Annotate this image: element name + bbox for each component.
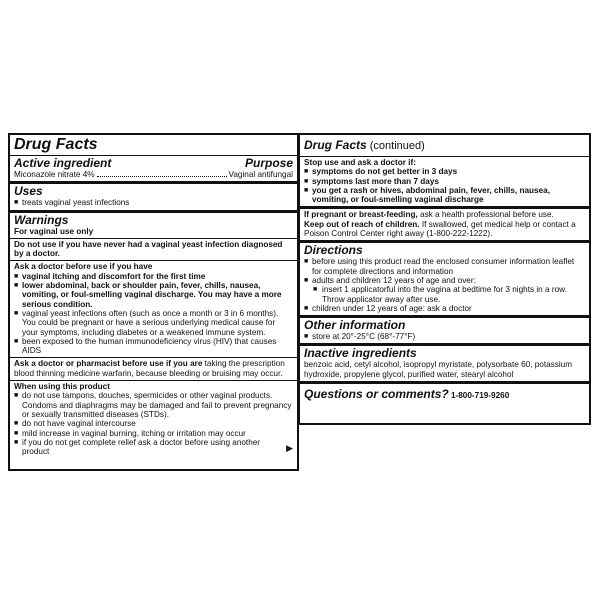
ask-doctor-section bbox=[10, 261, 297, 358]
stop-use-section bbox=[300, 157, 589, 209]
ask-doctor-heading: Ask a doctor before use if you have bbox=[14, 262, 153, 272]
questions-phone: 1-800-719-9260 bbox=[448, 391, 510, 401]
drug-facts-panel-right bbox=[298, 133, 591, 425]
stop-item: ■ you get a rash or hives, abdominal pain, fever, chills, nausea, vomiting, or foul-smelling vaginal discharge bbox=[304, 186, 585, 205]
questions-heading: Questions or comments? bbox=[304, 387, 449, 402]
ask-item: ■ been exposed to the human immunodeficiency virus (HIV) that causes AIDS bbox=[14, 337, 293, 356]
directions-item: ■ children under 12 years of age: ask a doctor bbox=[304, 304, 585, 313]
continued-label: (continued) bbox=[366, 140, 425, 152]
when-using-heading: When using this product bbox=[14, 382, 110, 392]
do-not-use-text: Do not use if you have never had a vaginal yeast infection diagnosed by a doctor. bbox=[14, 239, 283, 259]
stop-item: ■ symptoms do not get better in 3 days bbox=[304, 167, 585, 176]
warnings-header-section bbox=[10, 213, 297, 239]
purpose-heading: Purpose bbox=[244, 156, 293, 170]
pregnancy-heading: If pregnant or breast-feeding, bbox=[304, 210, 418, 220]
title-continued-section bbox=[300, 135, 589, 157]
when-item: ■ do not use tampons, douches, spermicides or other vaginal products. Condoms and diaphragms may be damaged and fail to prevent pregnancy or sexually transmitted diseases (STDs). bbox=[14, 391, 293, 419]
leader-dots bbox=[97, 170, 227, 177]
inactive-ingredients-section bbox=[300, 346, 589, 384]
drug-facts-panel-left bbox=[8, 133, 299, 471]
ask-item: ■ lower abdominal, back or shoulder pain, fever, chills, nausea, vomiting, or foul-smelling vaginal discharge. You may have a more serious condition. bbox=[14, 281, 293, 309]
warnings-heading: Warnings bbox=[14, 212, 69, 227]
active-ingredient-section bbox=[10, 156, 297, 184]
stop-item: ■ symptoms last more than 7 days bbox=[304, 177, 585, 186]
pregnancy-section bbox=[300, 209, 589, 243]
directions-heading: Directions bbox=[304, 243, 363, 258]
directions-subitem: ■ insert 1 applicatorful into the vagina at bedtime for 3 nights in a row. Throw applicator away after use. bbox=[304, 285, 585, 304]
active-ingredient-purpose: Vaginal antifungal bbox=[228, 170, 293, 179]
active-ingredient-heading: Active ingredient bbox=[14, 156, 112, 170]
directions-item: ■ before using this product read the enclosed consumer information leaflet for complete directions and information bbox=[304, 257, 585, 276]
when-using-section bbox=[10, 381, 297, 458]
pharmacist-section bbox=[10, 358, 297, 381]
directions-item: ■ adults and children 12 years of age and over: bbox=[304, 276, 585, 285]
pharmacist-text: taking the prescription blood thinning medicine warfarin, because bleeding or bruising may occur. bbox=[14, 359, 285, 378]
inactive-ingredients-heading: Inactive ingredients bbox=[304, 346, 417, 361]
ask-item: ■ vaginal itching and discomfort for the first time bbox=[14, 272, 293, 281]
other-information-section bbox=[300, 318, 589, 346]
ask-item: ■ vaginal yeast infections often (such as once a month or 3 in 6 months). You could be pregnant or have a serious underlying medical cause for your symptoms, including diabetes or a weakened immune system. bbox=[14, 309, 293, 337]
continued-arrow-icon: ▶ bbox=[286, 443, 293, 454]
storage-item: ■ store at 20°-25°C (68°-77°F) bbox=[304, 332, 585, 341]
drug-facts-continued-title: Drug Facts bbox=[304, 138, 367, 152]
title-section bbox=[10, 135, 297, 156]
questions-section bbox=[300, 384, 589, 405]
pregnancy-text: ask a health professional before use. bbox=[417, 210, 554, 220]
stop-use-heading: Stop use and ask a doctor if: bbox=[304, 158, 416, 167]
pharmacist-heading: Ask a doctor or pharmacist before use if you are bbox=[14, 359, 203, 369]
drug-facts-title: Drug Facts bbox=[14, 136, 98, 153]
vaginal-use-only: For vaginal use only bbox=[14, 226, 94, 236]
other-information-heading: Other information bbox=[304, 318, 406, 333]
when-item: ■ if you do not get complete relief ask a doctor before using another product bbox=[14, 438, 293, 457]
keep-out-text: If swallowed, get medical help or contact a Poison Control Center right away (1-800-222-1222). bbox=[304, 219, 576, 239]
when-item: ■ do not have vaginal intercourse bbox=[14, 419, 293, 428]
when-item: ■ mild increase in vaginal burning, itching or irritation may occur bbox=[14, 429, 293, 438]
uses-item: ■ treats vaginal yeast infections bbox=[14, 198, 293, 207]
do-not-use-section bbox=[10, 239, 297, 262]
uses-heading: Uses bbox=[14, 184, 43, 199]
inactive-ingredients-text: benzoic acid, cetyl alcohol, isopropyl myristate, polysorbate 60, potassium hydroxide, propylene glycol, purified water, stearyl alcohol bbox=[304, 360, 573, 379]
keep-out-heading: Keep out of reach of children. bbox=[304, 219, 420, 229]
active-ingredient-name: Miconazole nitrate 4% bbox=[14, 170, 95, 179]
directions-section bbox=[300, 243, 589, 318]
uses-section bbox=[10, 184, 297, 212]
